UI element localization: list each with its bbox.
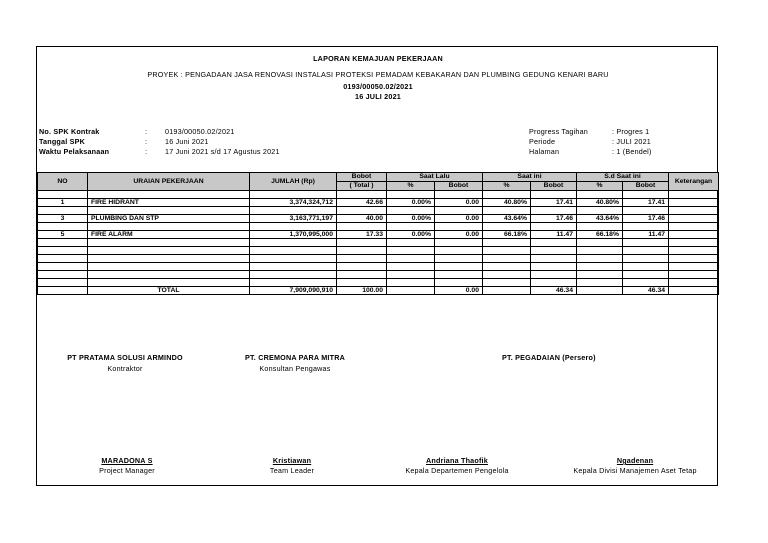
- info-value-periode: : JULI 2021: [612, 137, 651, 146]
- info-value-progress: : Progres 1: [612, 127, 650, 136]
- table-row-blank: [38, 279, 719, 287]
- company-consultant: PT. CREMONA PARA MITRA: [245, 353, 345, 362]
- cell-no: 1: [38, 199, 88, 207]
- signatory-name: Ngadenan: [616, 456, 654, 465]
- header-bobot-sub: Bobot: [623, 182, 669, 191]
- info-label-tanggal: Tanggal SPK: [39, 137, 85, 146]
- cell-lalu-bobot: 0.00: [435, 199, 483, 207]
- cell-no: 5: [38, 231, 88, 239]
- cell-bobot: 42.66: [337, 199, 387, 207]
- company-contractor: PT PRATAMA SOLUSI ARMINDO: [67, 353, 183, 362]
- cell-lalu-bobot: 0.00: [435, 215, 483, 223]
- header-uraian: URAIAN PEKERJAAN: [88, 173, 250, 191]
- cell-sd-bobot: 11.47: [623, 231, 669, 239]
- cell-bobot: 17.33: [337, 231, 387, 239]
- cell-sd-bobot: 17.46: [623, 215, 669, 223]
- signatory-title: Team Leader: [269, 466, 315, 475]
- cell-ini-bobot: 17.46: [531, 215, 577, 223]
- table-row-blank: [38, 255, 719, 263]
- info-sep: :: [145, 127, 148, 136]
- signatory-title: Kepala Divisi Manajemen Aset Tetap: [573, 466, 697, 475]
- company-contractor-role: Kontraktor: [107, 364, 143, 373]
- header-pct: %: [387, 182, 435, 191]
- table-row-blank: [38, 247, 719, 255]
- info-label-spk: No. SPK Kontrak: [39, 127, 100, 136]
- cell-keterangan: [669, 215, 719, 223]
- table-row-blank: [38, 207, 719, 215]
- info-sep: :: [145, 147, 148, 156]
- info-label-waktu: Waktu Pelaksanaan: [39, 147, 110, 156]
- cell-ini-bobot: 17.41: [531, 199, 577, 207]
- info-label-periode: Periode: [529, 137, 556, 146]
- report-title: LAPORAN KEMAJUAN PEKERJAAN: [313, 54, 443, 63]
- total-label: TOTAL: [88, 287, 250, 295]
- info-value-halaman: : 1 (Bendel): [612, 147, 652, 156]
- document-number: 0193/00050.02/2021: [343, 82, 413, 91]
- cell-uraian: FIRE HIDRANT: [88, 199, 250, 207]
- cell-no: 3: [38, 215, 88, 223]
- header-bobot: Bobot: [337, 173, 387, 182]
- header-sd-saat-ini: S.d Saat ini: [577, 173, 669, 182]
- cell-uraian: FIRE ALARM: [88, 231, 250, 239]
- info-label-halaman: Halaman: [529, 147, 560, 156]
- table-total-row: [38, 287, 719, 295]
- cell-sd-pct: 40.80%: [577, 199, 623, 207]
- header-keterangan: Keterangan: [669, 173, 719, 191]
- cell-uraian: PLUMBING DAN STP: [88, 215, 250, 223]
- cell-bobot: 40.00: [337, 215, 387, 223]
- cell-ini-pct: 40.80%: [483, 199, 531, 207]
- cell-sd-bobot: 17.41: [623, 199, 669, 207]
- table-header-row: [38, 173, 719, 182]
- company-owner: PT. PEGADAIAN (Persero): [502, 353, 596, 362]
- total-bobot: 100.00: [337, 287, 387, 295]
- signatory-name: MARADONA S: [101, 456, 153, 465]
- table-row-blank: [38, 239, 719, 247]
- header-pct: %: [577, 182, 623, 191]
- cell-ini-pct: 66.18%: [483, 231, 531, 239]
- total-jumlah: 7,909,090,910: [250, 287, 337, 295]
- total-sd-bobot: 46.34: [623, 287, 669, 295]
- cell-ini-pct: 43.64%: [483, 215, 531, 223]
- header-saat-ini: Saat ini: [483, 173, 577, 182]
- info-value-waktu: 17 Juni 2021 s/d 17 Agustus 2021: [165, 147, 280, 156]
- cell-lalu-pct: 0.00%: [387, 199, 435, 207]
- company-consultant-role: Konsultan Pengawas: [259, 364, 331, 373]
- total-ini-bobot: 46.34: [531, 287, 577, 295]
- info-sep: :: [145, 137, 148, 146]
- table-row-blank: [38, 191, 719, 199]
- cell-sd-pct: 66.18%: [577, 231, 623, 239]
- info-value-spk: 0193/00050.02/2021: [165, 127, 235, 136]
- header-bobot-sub: Bobot: [435, 182, 483, 191]
- cell-jumlah: 1,370,995,000: [250, 231, 337, 239]
- header-bobot-total: ( Total ): [337, 182, 387, 191]
- table-row-blank: [38, 263, 719, 271]
- progress-table: [37, 172, 719, 295]
- signatory-name: Andriana Thaofik: [426, 456, 488, 465]
- table-row: [38, 215, 719, 223]
- header-pct: %: [483, 182, 531, 191]
- signatory-title: Project Manager: [99, 466, 155, 475]
- signatory-name: Kristiawan: [272, 456, 312, 465]
- cell-keterangan: [669, 199, 719, 207]
- total-lalu-bobot: 0.00: [435, 287, 483, 295]
- signatory-title: Kepala Departemen Pengelola: [405, 466, 509, 475]
- table-row: [38, 231, 719, 239]
- cell-lalu-pct: 0.00%: [387, 215, 435, 223]
- document-date: 16 JULI 2021: [355, 92, 401, 101]
- header-saat-lalu: Saat Lalu: [387, 173, 483, 182]
- cell-ini-bobot: 11.47: [531, 231, 577, 239]
- report-sheet: [36, 46, 718, 486]
- table-row-blank: [38, 271, 719, 279]
- table-row-blank: [38, 223, 719, 231]
- cell-sd-pct: 43.64%: [577, 215, 623, 223]
- cell-jumlah: 3,163,771,197: [250, 215, 337, 223]
- info-label-progress: Progress Tagihan: [529, 127, 589, 136]
- cell-keterangan: [669, 231, 719, 239]
- cell-lalu-pct: 0.00%: [387, 231, 435, 239]
- cell-jumlah: 3,374,324,712: [250, 199, 337, 207]
- header-jumlah: JUMLAH (Rp): [250, 173, 337, 191]
- table-row: [38, 199, 719, 207]
- project-subtitle: PROYEK : PENGADAAN JASA RENOVASI INSTALASI PROTEKSI PEMADAM KEBAKARAN DAN PLUMBING GEDUNG KENARI BARU: [147, 70, 609, 79]
- header-no: NO: [38, 173, 88, 191]
- cell-lalu-bobot: 0.00: [435, 231, 483, 239]
- info-value-tanggal: 16 Juni 2021: [165, 137, 209, 146]
- header-bobot-sub: Bobot: [531, 182, 577, 191]
